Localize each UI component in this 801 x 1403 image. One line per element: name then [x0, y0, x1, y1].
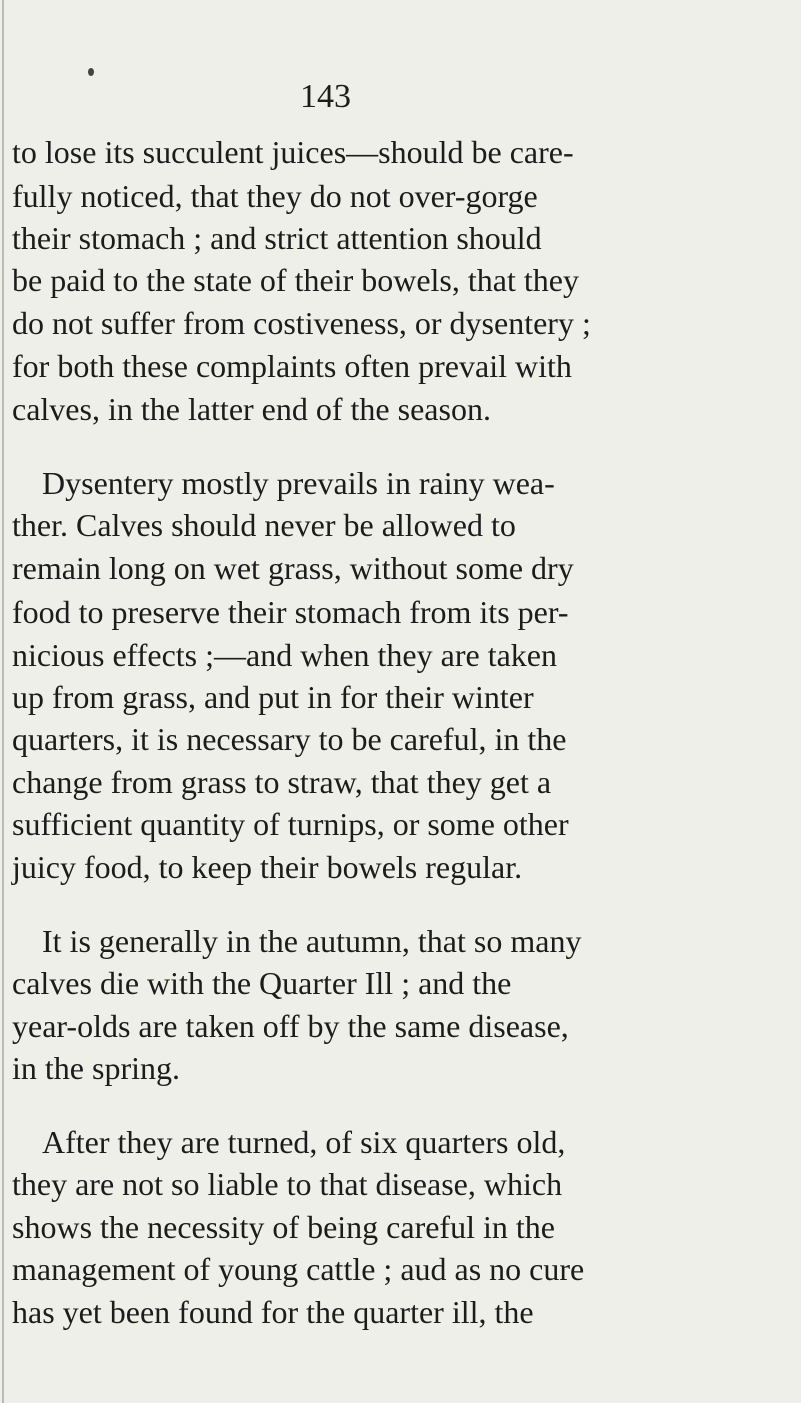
text-line: shows the necessity of being careful in the [12, 1209, 555, 1245]
text-line: their stomach ; and strict attention should [12, 220, 542, 256]
text-line: calves, in the latter end of the season. [12, 391, 491, 427]
text-line: in the spring. [12, 1050, 180, 1086]
text-line: calves die with the Quarter Ill ; and the [12, 965, 512, 1001]
text-line: do not suffer from costiveness, or dysentery ; [12, 305, 591, 341]
text-line: up from grass, and put in for their winter [12, 679, 534, 715]
text-line: year-olds are taken off by the same disease, [12, 1008, 569, 1044]
text-line: to lose its succulent juices—should be care- [12, 134, 574, 170]
text-line: juicy food, to keep their bowels regular. [12, 849, 523, 885]
text-line: for both these complaints often prevail with [12, 348, 572, 384]
text-line: ther. Calves should never be allowed to [12, 507, 516, 543]
text-line: sufficient quantity of turnips, or some other [12, 806, 569, 842]
text-line: change from grass to straw, that they get a [12, 764, 552, 800]
text-line: quarters, it is necessary to be careful, in the [12, 721, 567, 757]
text-line: fully noticed, that they do not over-gorge [12, 178, 538, 214]
text-line: nicious effects ;—and when they are taken [12, 637, 557, 673]
text-line: remain long on wet grass, without some dry [12, 550, 574, 586]
text-line: management of young cattle ; aud as no cure [12, 1251, 585, 1287]
text-line: has yet been found for the quarter ill, the [12, 1294, 534, 1330]
text-line: After they are turned, of six quarters old, [42, 1124, 566, 1160]
text-line: It is generally in the autumn, that so many [42, 923, 582, 959]
page-number: 143 [300, 78, 351, 115]
text-line: Dysentery mostly prevails in rainy wea- [42, 465, 555, 501]
text-line: they are not so liable to that disease, which [12, 1166, 563, 1202]
text-line: be paid to the state of their bowels, that they [12, 262, 579, 298]
text-line: food to preserve their stomach from its per- [12, 594, 569, 630]
